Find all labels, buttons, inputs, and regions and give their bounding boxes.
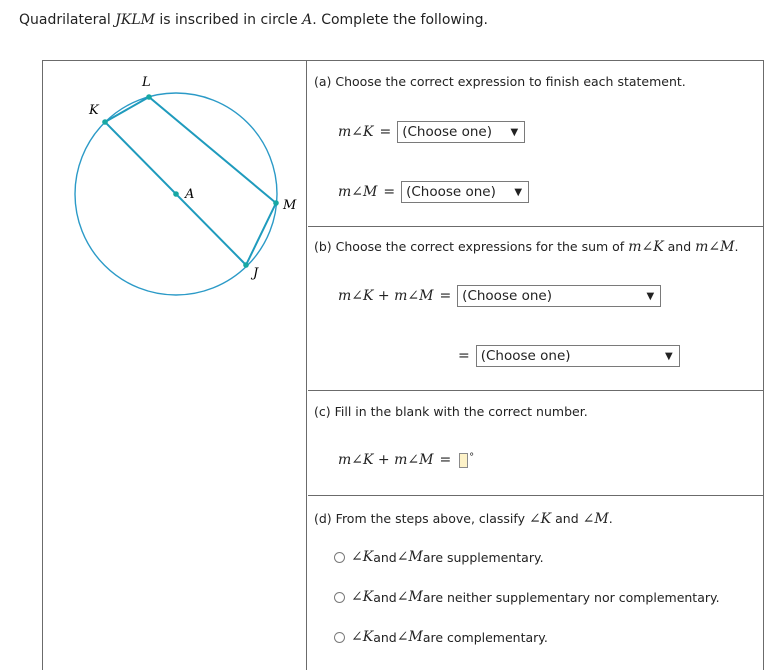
radio-icon[interactable] bbox=[334, 552, 345, 563]
part-b bbox=[308, 227, 763, 391]
triangle-down-icon: ▼ bbox=[665, 350, 673, 362]
select-value: (Choose one) bbox=[480, 348, 571, 364]
part-c-row bbox=[338, 452, 474, 468]
quadrilateral bbox=[105, 97, 276, 265]
equals-sign: = bbox=[439, 452, 452, 468]
degree-answer-input[interactable] bbox=[459, 453, 468, 468]
option-text: are supplementary. bbox=[422, 549, 544, 565]
angle-m-measure: m∠M bbox=[338, 184, 378, 200]
select-value: (Choose one) bbox=[402, 124, 492, 140]
instruction-text: (d) From the steps above, classify bbox=[314, 511, 529, 526]
radio-icon[interactable] bbox=[334, 632, 345, 643]
angle-k-select[interactable] bbox=[397, 121, 525, 143]
angle-k: ∠K bbox=[528, 511, 552, 527]
and-text: and bbox=[373, 629, 397, 645]
angle-m-measure: m∠M bbox=[695, 239, 735, 255]
part-d-instruction bbox=[314, 511, 613, 527]
and-text: and bbox=[663, 239, 696, 254]
option-neither[interactable] bbox=[334, 589, 720, 605]
and-text: and bbox=[373, 589, 397, 605]
angle-m: ∠M bbox=[396, 589, 423, 605]
angle-k: ∠K bbox=[351, 549, 374, 565]
option-complementary[interactable] bbox=[334, 629, 548, 645]
angle-k: ∠K bbox=[351, 589, 374, 605]
triangle-down-icon: ▼ bbox=[646, 290, 655, 302]
option-supplementary[interactable] bbox=[334, 549, 544, 565]
angle-m-select[interactable] bbox=[401, 181, 529, 203]
period-text: . bbox=[608, 511, 613, 526]
option-text: are neither supplementary nor complementary. bbox=[422, 589, 720, 605]
problem-middle: is inscribed in circle bbox=[154, 12, 303, 28]
select-value: (Choose one) bbox=[462, 288, 552, 304]
equals-sign: = bbox=[458, 348, 470, 364]
select-value: (Choose one) bbox=[406, 184, 496, 200]
sum-value-select[interactable] bbox=[476, 345, 680, 367]
and-text: and bbox=[373, 549, 397, 565]
label-a: A bbox=[185, 187, 195, 202]
angle-k-measure: m∠K bbox=[338, 124, 374, 140]
figure-cell bbox=[43, 61, 307, 670]
part-b-instruction bbox=[314, 239, 738, 255]
problem-statement bbox=[19, 12, 488, 28]
angle-k: ∠K bbox=[351, 629, 374, 645]
and-text: and bbox=[551, 511, 583, 526]
part-a bbox=[308, 61, 763, 227]
point-a bbox=[173, 191, 179, 197]
point-j bbox=[243, 262, 249, 268]
label-k: K bbox=[89, 103, 99, 118]
option-text: are complementary. bbox=[422, 629, 548, 645]
equals-sign: = bbox=[383, 184, 396, 200]
circle-figure bbox=[43, 61, 306, 301]
angle-m: ∠M bbox=[396, 549, 423, 565]
part-a-instruction: (a) Choose the correct expression to finish each statement. bbox=[314, 74, 686, 89]
part-c bbox=[308, 391, 763, 496]
equals-sign: = bbox=[379, 124, 392, 140]
part-a-row-k bbox=[338, 121, 525, 143]
problem-table bbox=[42, 60, 764, 670]
problem-suffix: . Complete the following. bbox=[312, 12, 488, 28]
instruction-text: (b) Choose the correct expressions for the sum of bbox=[314, 239, 629, 254]
period-text: . bbox=[734, 239, 739, 254]
degree-symbol: ° bbox=[469, 451, 475, 463]
angle-sum-expression: m∠K + m∠M bbox=[338, 452, 434, 468]
angle-m: ∠M bbox=[582, 511, 609, 527]
part-c-instruction: (c) Fill in the blank with the correct number. bbox=[314, 404, 588, 419]
problem-prefix: Quadrilateral bbox=[19, 12, 116, 28]
label-m: M bbox=[283, 198, 297, 213]
label-j: J bbox=[253, 266, 259, 281]
sum-expression-select[interactable] bbox=[457, 285, 661, 307]
label-l: L bbox=[142, 75, 151, 90]
angle-m: ∠M bbox=[396, 629, 423, 645]
point-k bbox=[102, 119, 108, 125]
point-l bbox=[146, 94, 152, 100]
circle-name: A bbox=[302, 12, 313, 28]
quad-name: JKLM bbox=[115, 12, 155, 28]
triangle-down-icon: ▼ bbox=[510, 126, 519, 138]
part-b-row-second bbox=[452, 345, 680, 367]
angle-sum-expression: m∠K + m∠M bbox=[338, 288, 434, 304]
part-b-row-sum bbox=[338, 285, 661, 307]
part-d bbox=[308, 496, 763, 671]
point-m bbox=[273, 200, 279, 206]
equals-sign: = bbox=[439, 288, 452, 304]
part-a-row-m bbox=[338, 181, 529, 203]
radio-icon[interactable] bbox=[334, 592, 345, 603]
triangle-down-icon: ▼ bbox=[514, 186, 523, 198]
angle-k-measure: m∠K bbox=[628, 239, 664, 255]
